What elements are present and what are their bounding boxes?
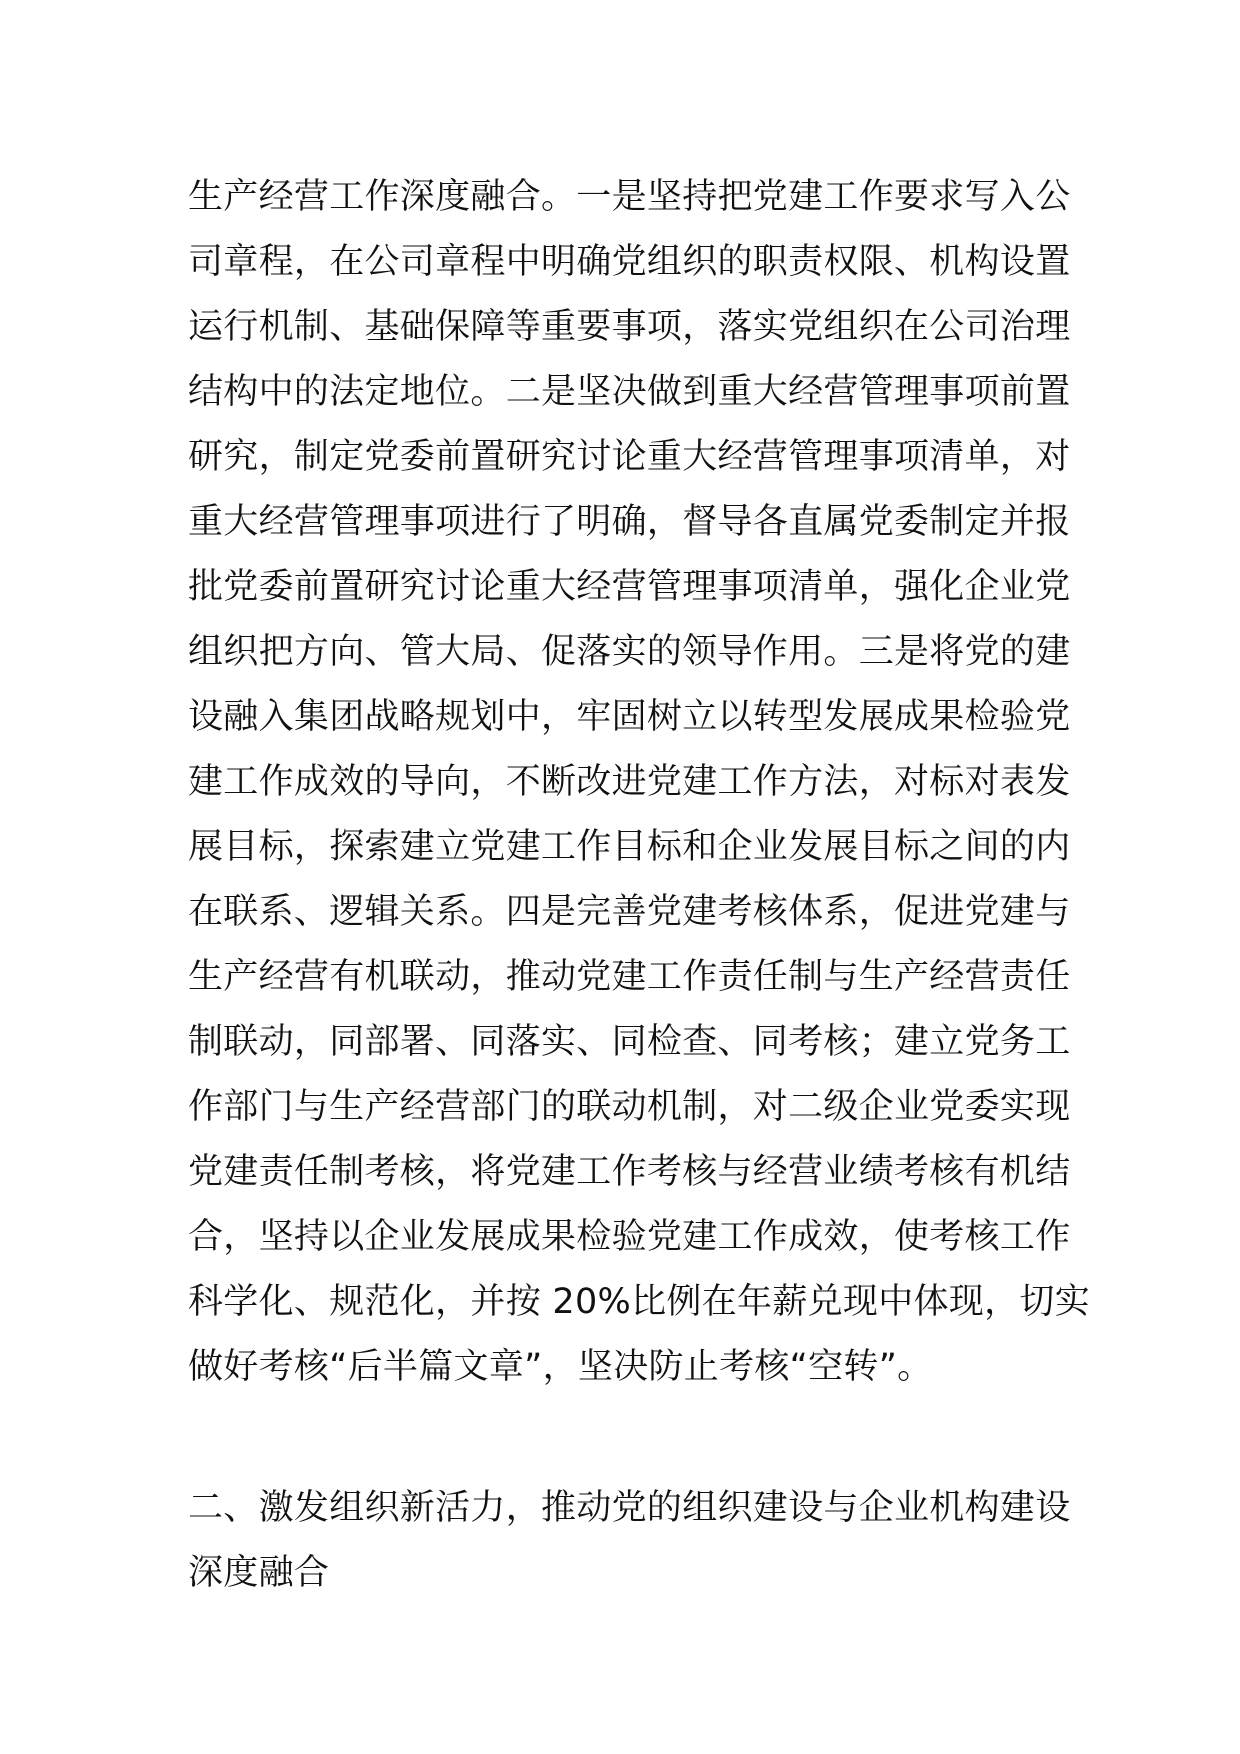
paragraph-line: 结构中的法定地位。二是坚决做到重大经营管理事项前置 <box>188 372 1071 412</box>
body-paragraph <box>188 165 1091 1400</box>
paragraph-line: 生产经营有机联动，推动党建工作责任制与生产经营责任 <box>188 957 1071 997</box>
paragraph-line: 生产经营工作深度融合。一是坚持把党建工作要求写入公 <box>188 177 1071 217</box>
heading-line: 二、激发组织新活力，推动党的组织建设与企业机构建设 <box>188 1488 1071 1528</box>
paragraph-line: 建工作成效的导向，不断改进党建工作方法，对标对表发 <box>188 762 1071 802</box>
paragraph-line: 设融入集团战略规划中，牢固树立以转型发展成果检验党 <box>188 697 1071 737</box>
paragraph-line: 党建责任制考核，将党建工作考核与经营业绩考核有机结 <box>188 1152 1071 1192</box>
heading-line: 深度融合 <box>188 1553 330 1593</box>
paragraph-line: 司章程，在公司章程中明确党组织的职责权限、机构设置 <box>188 242 1071 282</box>
paragraph-line: 作部门与生产经营部门的联动机制，对二级企业党委实现 <box>188 1087 1071 1127</box>
paragraph-line: 展目标，探索建立党建工作目标和企业发展目标之间的内 <box>188 827 1071 867</box>
paragraph-line: 制联动，同部署、同落实、同检查、同考核；建立党务工 <box>188 1022 1071 1062</box>
paragraph-line: 重大经营管理事项进行了明确，督导各直属党委制定并报 <box>188 502 1071 542</box>
paragraph-line: 合，坚持以企业发展成果检验党建工作成效，使考核工作 <box>188 1217 1071 1257</box>
paragraph-line: 组织把方向、管大局、促落实的领导作用。三是将党的建 <box>188 632 1071 672</box>
paragraph-line: 运行机制、基础保障等重要事项，落实党组织在公司治理 <box>188 307 1071 347</box>
paragraph-line: 研究，制定党委前置研究讨论重大经营管理事项清单，对 <box>188 437 1071 477</box>
paragraph-line: 做好考核“后半篇文章”，坚决防止考核“空转”。 <box>188 1347 933 1387</box>
paragraph-line: 在联系、逻辑关系。四是完善党建考核体系，促进党建与 <box>188 892 1071 932</box>
paragraph-line: 批党委前置研究讨论重大经营管理事项清单，强化企业党 <box>188 567 1071 607</box>
paragraph-line: 科学化、规范化，并按 20%比例在年薪兑现中体现，切实 <box>188 1282 1091 1322</box>
section-heading <box>188 1476 1071 1606</box>
